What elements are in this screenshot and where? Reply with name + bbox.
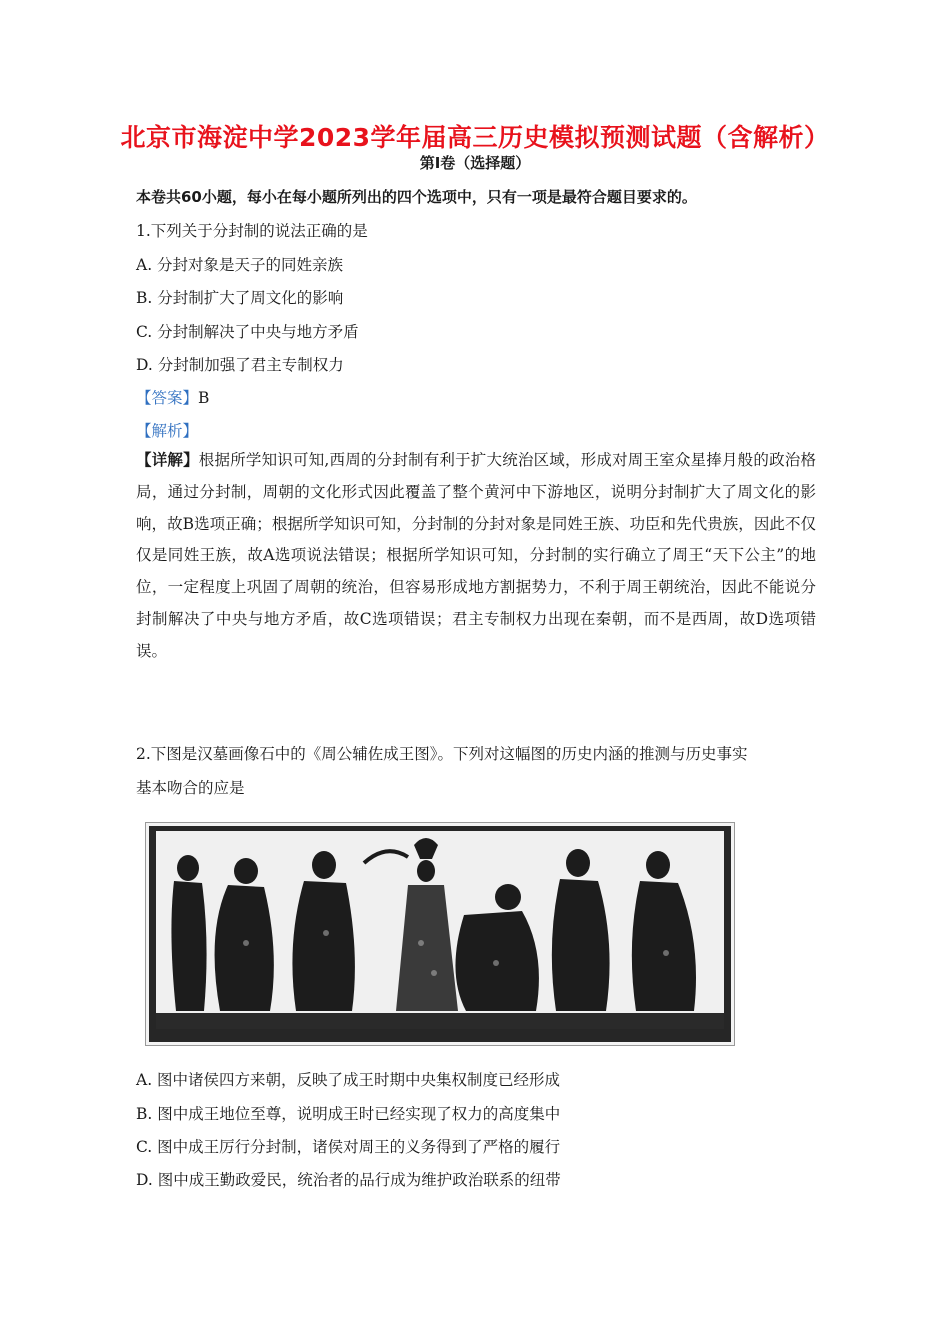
stone-relief-image bbox=[145, 822, 735, 1046]
detail-label: 【详解】 bbox=[136, 451, 199, 469]
detail-paragraph bbox=[136, 445, 816, 668]
question-2-stem-line-1: 2.下图是汉墓画像石中的《周公辅佐成王图》。下列对这幅图的历史内涵的推测与历史事实 bbox=[136, 745, 748, 763]
answer-value: B bbox=[198, 389, 210, 407]
question-1-option-d: D. 分封制加强了君主专制权力 bbox=[136, 356, 344, 374]
answer-label: 【答案】 bbox=[136, 389, 199, 407]
section-heading: 第I卷（选择题） bbox=[419, 154, 531, 172]
question-1-option-c: C. 分封制解决了中央与地方矛盾 bbox=[136, 323, 359, 341]
question-2-option-c: C. 图中成王厉行分封制，诸侯对周王的义务得到了严格的履行 bbox=[136, 1138, 561, 1156]
question-2-option-b: B. 图中成王地位至尊，说明成王时已经实现了权力的高度集中 bbox=[136, 1105, 561, 1123]
stone-relief-engraving-icon bbox=[146, 823, 734, 1045]
analysis-label: 【解析】 bbox=[136, 422, 199, 440]
question-1-stem: 1.下列关于分封制的说法正确的是 bbox=[136, 222, 368, 240]
question-2-option-a: A. 图中诸侯四方来朝，反映了成王时期中央集权制度已经形成 bbox=[136, 1071, 561, 1089]
instruction-text: 本卷共60小题，每小在每小题所列出的四个选项中，只有一项是最符合题目要求的。 bbox=[136, 188, 697, 206]
question-2-option-d: D. 图中成王勤政爱民，统治者的品行成为维护政治联系的纽带 bbox=[136, 1171, 561, 1189]
question-2-stem-line-2: 基本吻合的应是 bbox=[136, 779, 245, 797]
detail-text: 根据所学知识可知,西周的分封制有利于扩大统治区域，形成对周王室众星捧月般的政治格局，通过分封制，周朝的文化形式因此覆盖了整个黄河中下游地区，说明分封制扩大了周文化的影响，故B选项正确；根据所学知识可知，分封制的分封对象是同姓王族、功臣和先代贵族，因此不仅仅是同姓王族，故A选项说法错误；根据所学知识可知，分封制的实行确立了周王“天下公主”的地位，一定程度上巩固了周朝的统治，但容易形成地方割据势力，不利于周王朝统治，因此不能说分封制解决了中央与地方矛盾，故C选项错误；君主专制权力出现在秦朝，而不是西周，故D选项错误。 bbox=[136, 451, 816, 660]
question-1-option-b: B. 分封制扩大了周文化的影响 bbox=[136, 289, 344, 307]
question-1-option-a: A. 分封对象是天子的同姓亲族 bbox=[136, 256, 344, 274]
answer-line bbox=[136, 386, 826, 408]
document-title: 北京市海淀中学2023学年届高三历史模拟预测试题（含解析） bbox=[120, 123, 830, 152]
